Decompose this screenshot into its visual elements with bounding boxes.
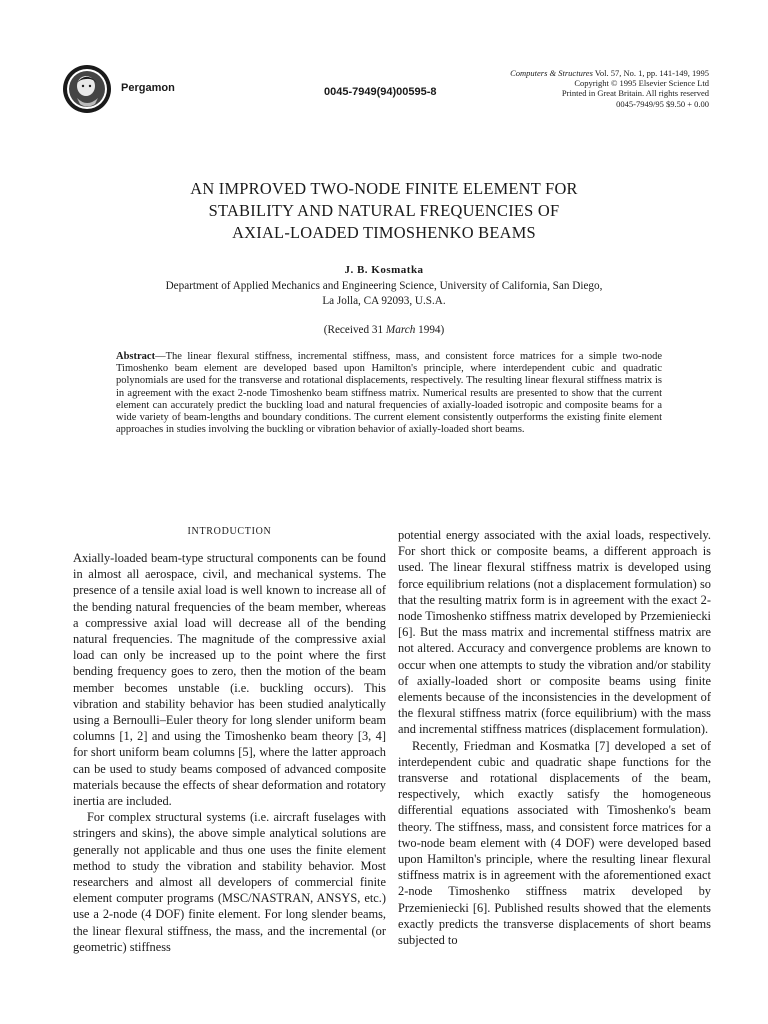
copyright-line: Copyright © 1995 Elsevier Science Ltd (574, 78, 709, 89)
received-prefix: (Received (323, 324, 370, 336)
received-day: 31 (369, 324, 386, 336)
title-line: STABILITY AND NATURAL FREQUENCIES OF (208, 201, 560, 220)
received-date (60, 324, 708, 336)
affiliation-line: Department of Applied Mechanics and Engineering Science, University of California, San Diego, (165, 280, 603, 292)
left-column (73, 524, 386, 955)
journal-volume: Vol. 57, No. 1, pp. 141-149, 1995 (594, 68, 709, 78)
title-line: AXIAL-LOADED TIMOSHENKO BEAMS (232, 223, 536, 242)
body-paragraph: For complex structural systems (i.e. aircraft fuselages with stringers and skins), the above simple analytical solutions are generally not applicable and thus one uses the finite element method to study the vibration and stability behavior. Most researchers and almost all developers of commercial finite element computer programs (MSC/NASTRAN, ANSYS, etc.) use a 2-node (4 DOF) finite element. For long slender beams, the linear flexural stiffness, the mass, and the incremental (or geometric) stiffness (73, 810, 386, 954)
body-paragraph: Axially-loaded beam-type structural components can be found in almost all aerospace, civil, and mechanical systems. The presence of a tensile axial load is well known to increase all of the bending natural frequencies of the beam member, whereas a compressive axial load will decrease all of the bending natural frequencies. The magnitude of the compressive axial load can only be increased up to the point where the first bending frequency goes to zero, then the motion of the beam member becomes unstable (i.e. buckling occurs). This vibration and stability behavior has been studied analytically using a Bernoulli–Euler theory for long slender uniform beam columns [1, 2] and using the Timoshenko beam theory [3, 4] for short uniform beam columns [5], where the latter approach can be used to study beams composed of advanced composite materials because the effects of shear deformation and rotatory inertia are included. (73, 551, 386, 809)
section-heading-introduction: INTRODUCTION (187, 526, 272, 537)
journal-name: Computers & Structures (510, 68, 593, 78)
received-year: 1994) (415, 324, 445, 336)
issn-price: 0045-7949/95 $9.50 + 0.00 (616, 98, 709, 109)
journal-info (510, 68, 709, 109)
publisher-name: Pergamon (121, 82, 175, 94)
paper-title (60, 178, 708, 244)
printed-line: Printed in Great Britain. All rights reserved (561, 88, 709, 99)
body-paragraph: potential energy associated with the axial loads, respectively. For short thick or composite beams, a different approach is used. The linear flexural stiffness matrix is developed using force equilibrium relations (not a displacement formulation) so that the resulting matrix form is in agreement with the exact 2-node Timoshenko stiffness matrix developed by Przemieniecki [6]. But the mass matrix and incremental stiffness matrix are not altered. Accuracy and convergence problems are known to occur when one attempts to study the vibration and/or stability of axially-loaded short or composite beams using finite elements because of the inconsistencies in the development of the flexural stiffness matrix (force equilibrium) with the mass and incremental stiffness matrices (displacement formulation). (398, 528, 711, 737)
pergamon-logo-icon (62, 64, 112, 114)
article-doi: 0045-7949(94)00595-8 (324, 86, 437, 98)
journal-citation (510, 68, 709, 78)
abstract (116, 351, 662, 436)
body-paragraph: Recently, Friedman and Kosmatka [7] developed a set of interdependent cubic and quadratic shape functions for the transverse and rotational displacements of the beam, respectively, which exactly satisfy the homogeneous differential equations associated with Timoshenko's beam theory. The stiffness, mass, and consistent force matrices for a two-node beam element with (4 DOF) were developed based upon Hamilton's principle, where the resulting linear flexural stiffness matrix is in agreement with the aforementioned exact 2-node Timoshenko stiffness matrix developed by Przemieniecki [6]. Published results showed that the elements exactly predicts the transverse displacements of short beams subjected to (398, 738, 711, 948)
author-name: J. B. Kosmatka (344, 264, 424, 276)
affiliation-line: La Jolla, CA 92093, U.S.A. (322, 294, 446, 307)
abstract-text: —The linear flexural stiffness, incremental stiffness, mass, and consistent force matrices for a simple two-node Timoshenko beam element are developed based upon Hamilton's principle, where interdependent cubic and quadratic polynomials are used for the transverse and rotational displacements, respectively. The resulting linear flexural stiffness matrix is in agreement with the exact 2-node Timoshenko beam stiffness matrix. Numerical results are presented to show that the current element can accurately predict the buckling load and natural frequencies of axially-loaded isotropic and composite beams for a wide variety of beam-lengths and boundary conditions. The current element consistently outperforms the existing finite element approaches in studies involving the buckling or vibration behavior of axially-loaded short beams. (116, 351, 662, 436)
right-column (398, 527, 711, 948)
title-line: AN IMPROVED TWO-NODE FINITE ELEMENT FOR (190, 179, 578, 198)
affiliation (110, 279, 658, 308)
abstract-label: Abstract (116, 351, 156, 362)
received-month: March (385, 324, 416, 336)
